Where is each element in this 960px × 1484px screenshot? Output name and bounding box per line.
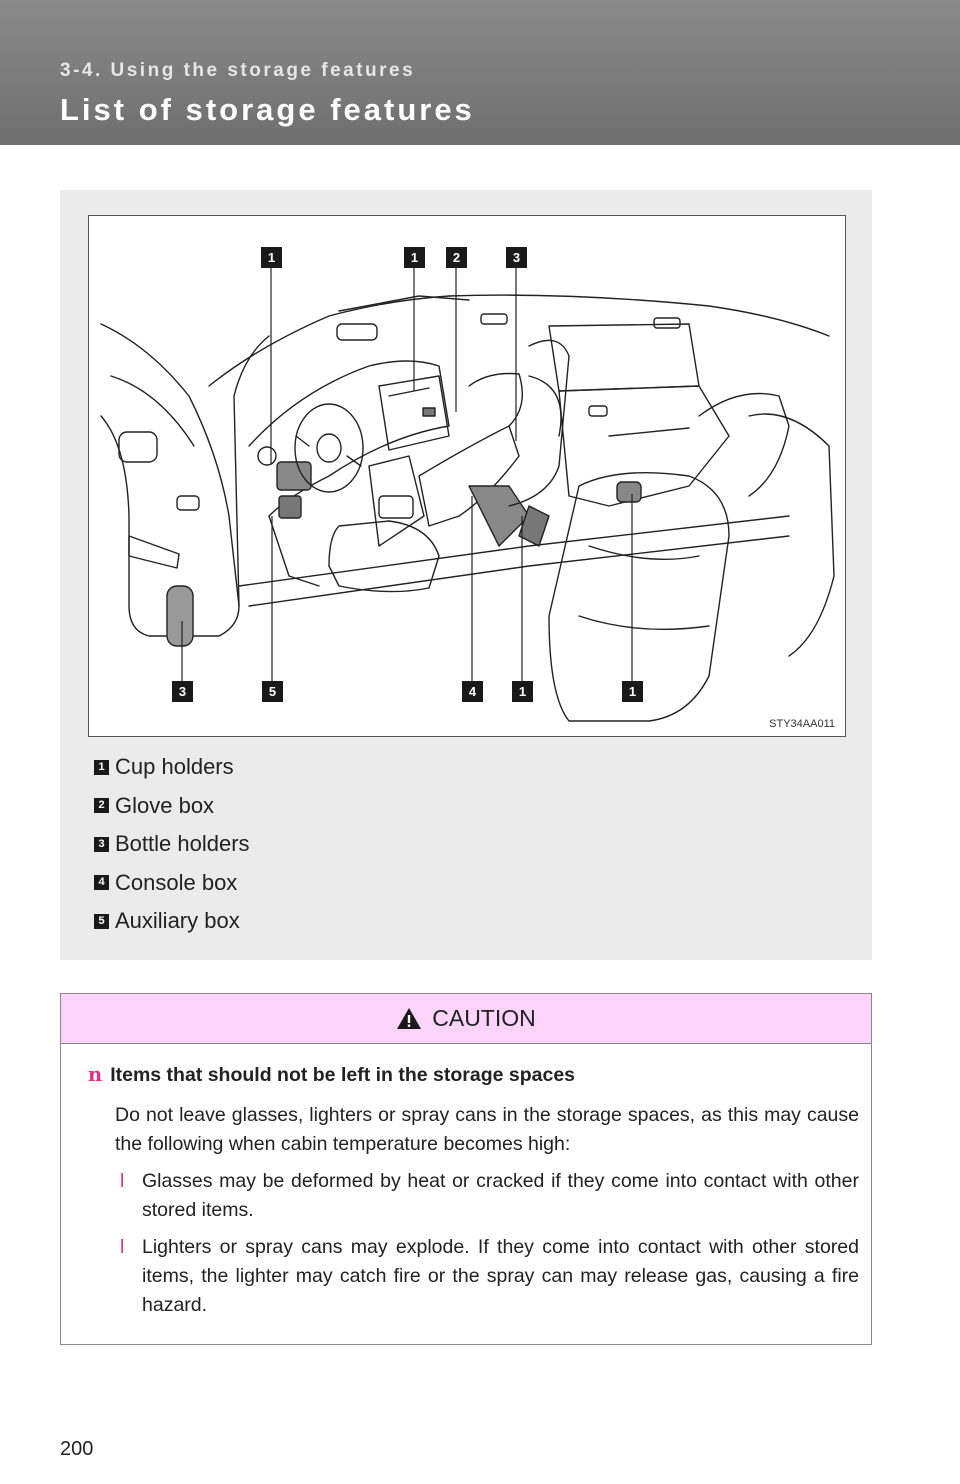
legend-item (94, 864, 250, 903)
bullet-icon: l (120, 1236, 125, 1258)
legend (94, 748, 250, 941)
caution-body (61, 1044, 871, 1320)
legend-item (94, 748, 250, 787)
callout-bottom-1: 3 (172, 681, 193, 702)
caution-list-item (120, 1233, 859, 1320)
caution-box (60, 993, 872, 1345)
caution-intro: Do not leave glasses, lighters or spray cans in the storage spaces, as this may cause the following when cabin temperature becomes high: (115, 1104, 859, 1155)
caution-header (61, 994, 871, 1044)
callout-top-2: 1 (404, 247, 425, 268)
callout-top-1: 1 (261, 247, 282, 268)
legend-number: 3 (94, 837, 109, 852)
bullet-icon: l (120, 1170, 125, 1192)
page-title: List of storage features (60, 92, 475, 127)
car-interior-drawing (89, 216, 845, 736)
legend-number: 5 (94, 914, 109, 929)
legend-label: Bottle holders (115, 831, 250, 857)
legend-number: 2 (94, 798, 109, 813)
caution-list-text: Glasses may be deformed by heat or cracked if they come into contact with other stored items. (142, 1170, 859, 1221)
callout-bottom-5: 1 (622, 681, 643, 702)
legend-number: 4 (94, 875, 109, 890)
caution-list-text: Lighters or spray cans may explode. If they come into contact with other stored items, the lighter may catch fire or the spray can may release gas, causing a fire hazard. (142, 1236, 859, 1316)
callout-top-3: 2 (446, 247, 467, 268)
callout-bottom-3: 4 (462, 681, 483, 702)
square-bullet-icon: n (88, 1063, 103, 1086)
legend-item (94, 825, 250, 864)
caution-subheading (88, 1060, 859, 1090)
caution-title: CAUTION (432, 1005, 536, 1031)
page-number: 200 (60, 1438, 94, 1460)
legend-label: Glove box (115, 792, 215, 818)
legend-label: Cup holders (115, 754, 234, 780)
callout-bottom-4: 1 (512, 681, 533, 702)
page-header (0, 0, 960, 145)
legend-label: Auxiliary box (115, 908, 240, 934)
section-label: 3-4. Using the storage features (60, 60, 416, 81)
callout-bottom-2: 5 (262, 681, 283, 702)
legend-number: 1 (94, 760, 109, 775)
figure-code: STY34AA011 (769, 718, 835, 730)
caution-subheading-text: Items that should not be left in the storage spaces (110, 1064, 576, 1086)
legend-label: Console box (115, 869, 238, 895)
figure-panel (60, 190, 872, 960)
legend-item (94, 902, 250, 941)
warning-triangle-icon (396, 1007, 422, 1030)
callout-top-4: 3 (506, 247, 527, 268)
caution-list-item (120, 1167, 859, 1225)
legend-item (94, 787, 250, 826)
interior-illustration (88, 215, 846, 737)
